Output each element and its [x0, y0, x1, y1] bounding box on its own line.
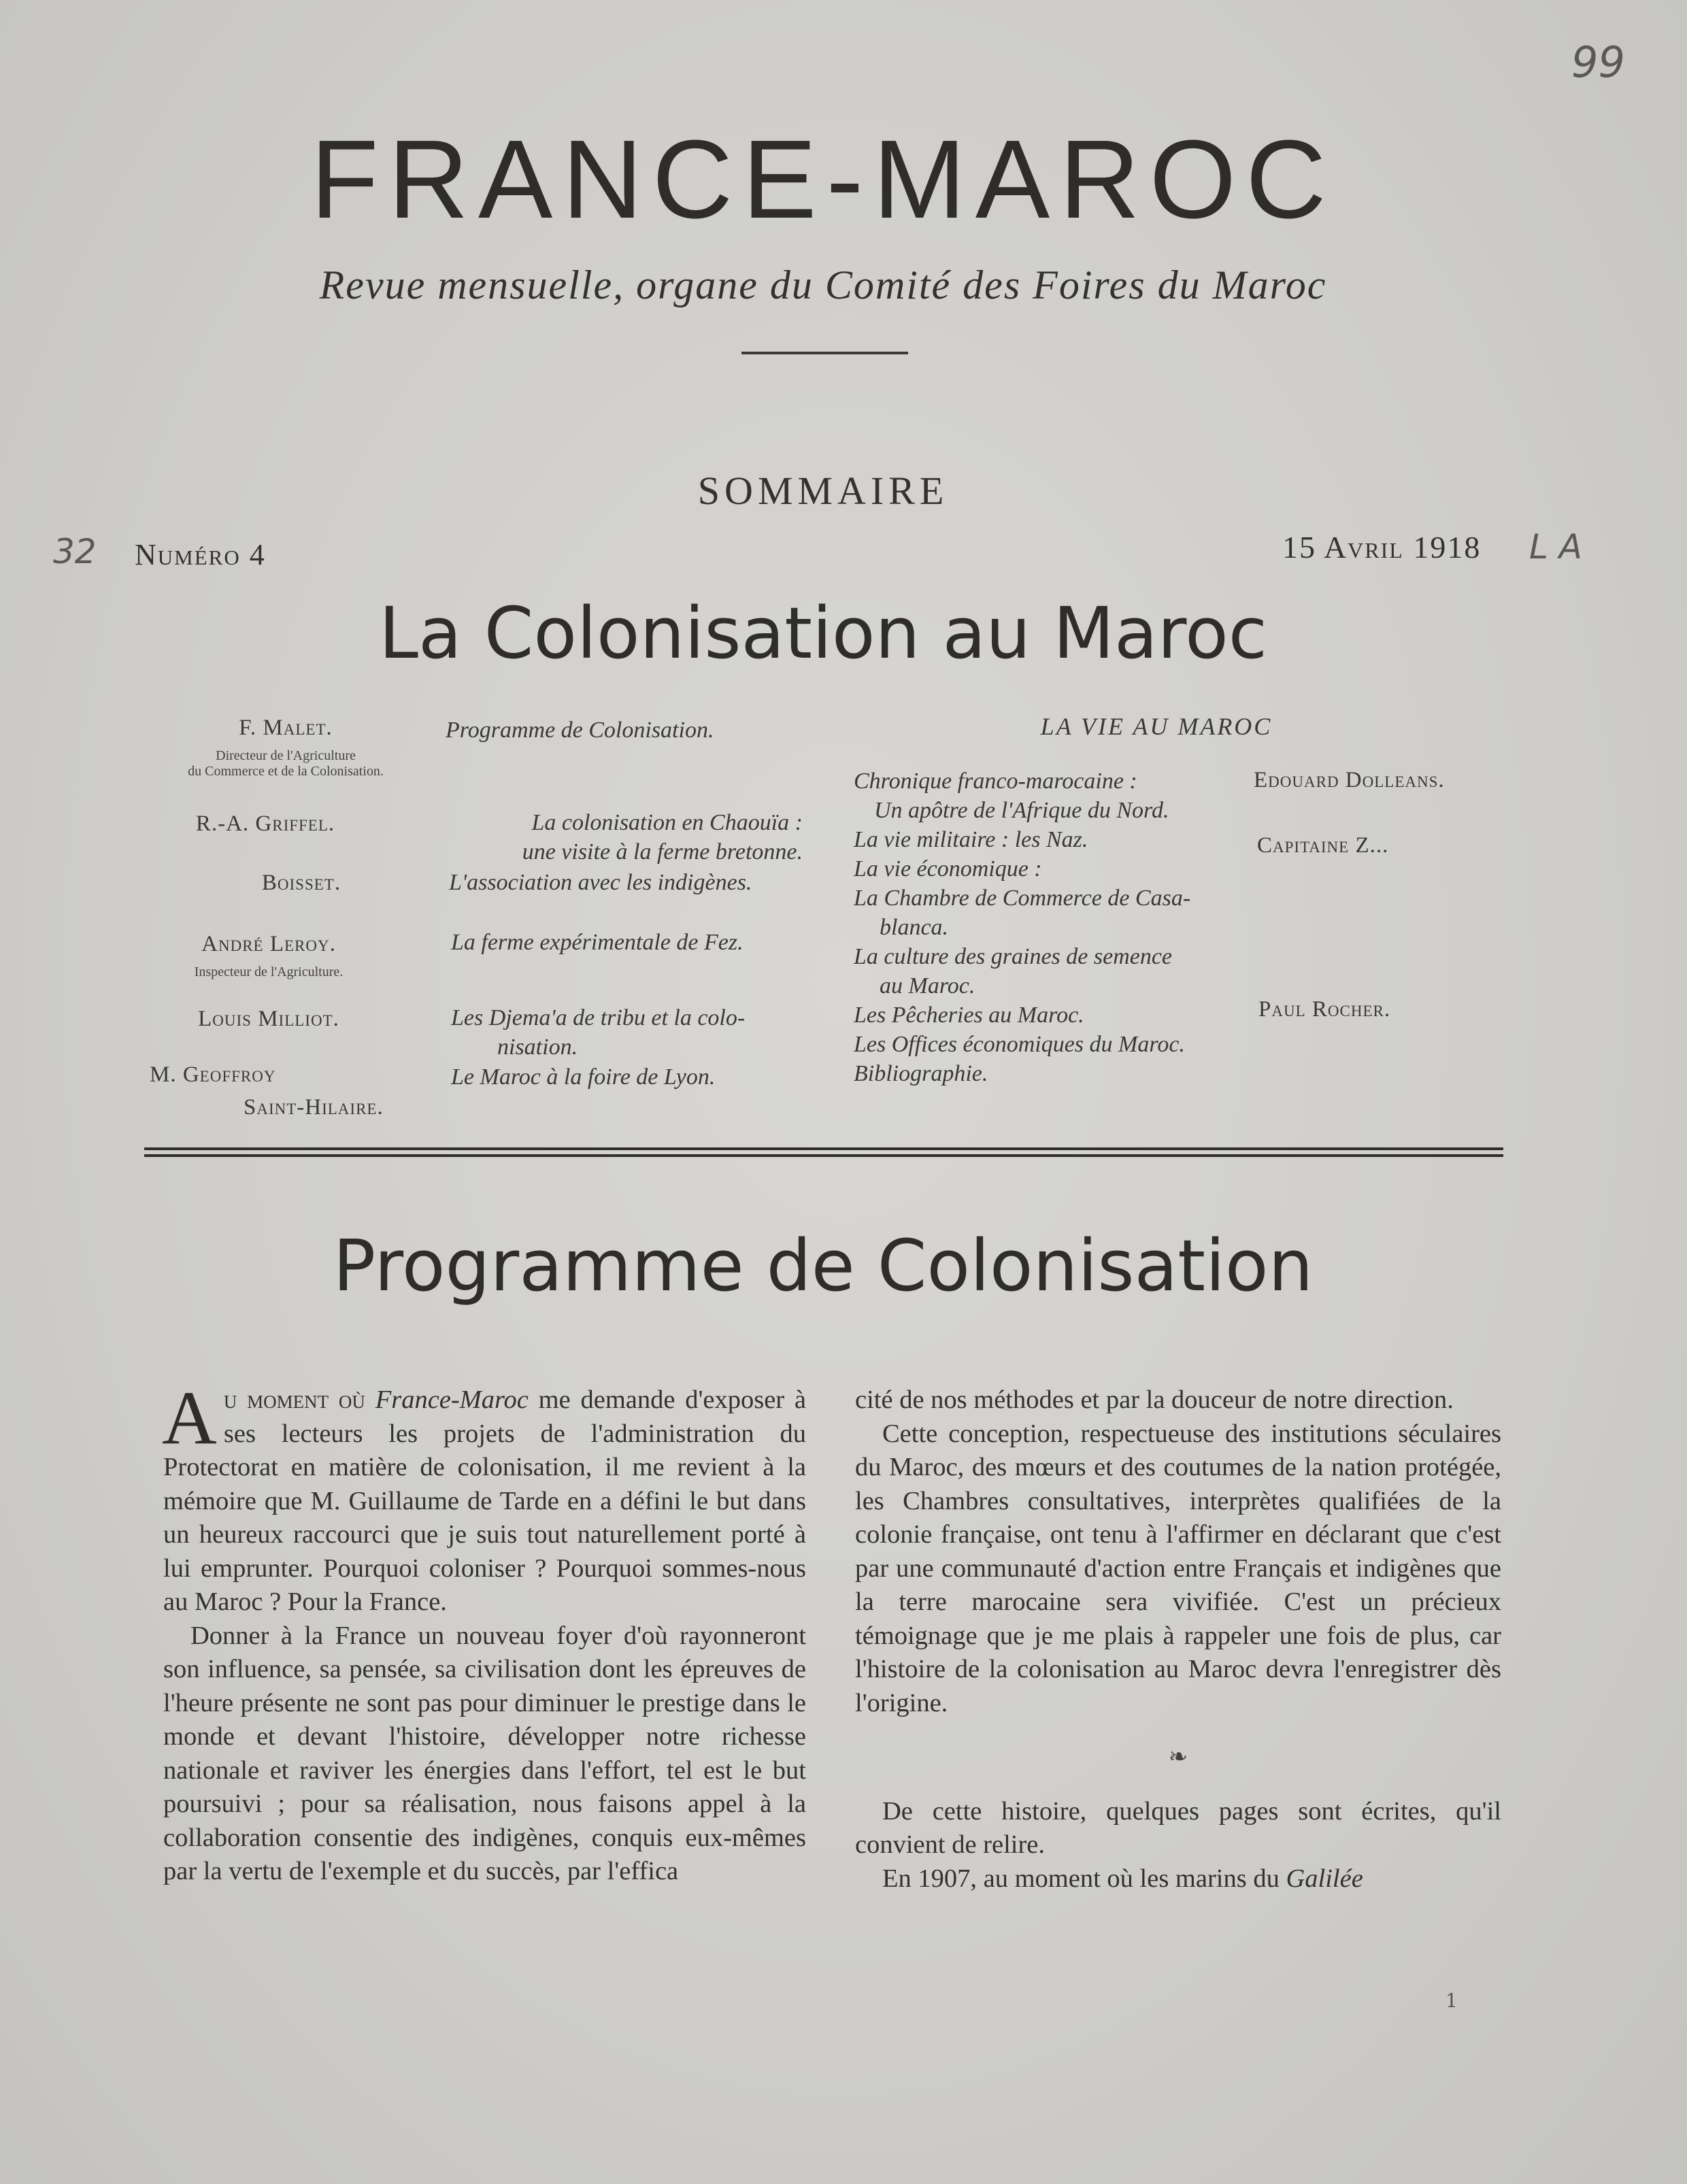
toc-author: R.-A. Griffel.	[195, 811, 335, 836]
toc-author: F. Malet.	[239, 716, 333, 740]
masthead-title: FRANCE-MAROC	[310, 117, 1336, 241]
article-title: Programme de Colonisation	[333, 1224, 1314, 1307]
toc-author: Boisset.	[261, 871, 341, 895]
article-paragraph: De cette histoire, quelques pages sont écrites, qu'il convient de relire.	[855, 1796, 1501, 1859]
sommaire-heading: SOMMAIRE	[697, 469, 949, 513]
article-paragraph: En 1907, au moment où les marins du Galilée	[882, 1864, 1363, 1893]
section-title: La Colonisation au Maroc	[379, 592, 1267, 675]
article-paragraph: Au moment où France-Maroc me demande d'exposer à ses lecteurs les projets de l'administration du Protectorat en matière de colonisation, il me revient à la mémoire que M. Guillaume de Tarde en a défini le but dans un heureux raccourci que je suis tout naturellement porté à lui emprunter. Pourquoi coloniser ? Pourquoi sommes-nous au Maroc ? Pour la France.	[162, 1376, 806, 1616]
pencil-right-mark: L A	[1529, 527, 1582, 567]
issue-number: Numéro 4	[135, 538, 266, 571]
article-paragraph: Donner à la France un nouveau foyer d'où rayonneront son influence, sa pensée, sa civilisation dont les épreuves de l'heure présente ne sont pas pour diminuer le prestige dans le monde et devant l'histoire, développer notre richesse nationale et raviver les énergies dans l'effort, tel est le but poursuivi ; pour sa réalisation, nous faisons appel à la collaboration consentie des indigènes, conquis eux-mêmes par la vertu de l'exemple et du succès, par l'effica	[163, 1621, 806, 1885]
toc-title: Programme de Colonisation.	[446, 718, 714, 743]
article-paragraph: cité de nos méthodes et par la douceur de notre direction.	[855, 1385, 1454, 1414]
toc-author: Louis Milliot.	[198, 1007, 339, 1031]
vie-au-maroc-heading: LA VIE AU MAROC	[1040, 713, 1273, 740]
section-divider	[144, 1147, 1503, 1157]
article-column-1	[162, 1376, 806, 1889]
issue-date: 15 Avril 1918	[1282, 530, 1482, 565]
toc-author: Capitaine Z...	[1257, 833, 1389, 858]
toc-title: Les Djema'a de tribu et la colo- nisation.	[451, 1005, 746, 1060]
toc-author-note: Directeur de l'Agriculture du Commerce et de la Colonisation.	[188, 748, 384, 779]
ornament-icon: ❧	[1168, 1745, 1188, 1770]
drop-cap: A	[162, 1376, 217, 1460]
article-column-2	[855, 1383, 1501, 1896]
toc-author: André Leroy.	[201, 932, 336, 956]
toc-title: La colonisation en Chaouïa : une visite à la ferme bretonne.	[522, 810, 803, 864]
toc-vie-list: Chronique franco-marocaine : Un apôtre de l'Afrique du Nord. La vie militaire : les Naz. La vie économique : La Chambre de Commerce de Casa- blanca. La culture des graines de semence au Maroc. Les Pêcheries au Maroc. Les Offices économiques du Maroc. Bibliographie.	[854, 769, 1191, 1086]
toc-title: Le Maroc à la foire de Lyon.	[451, 1064, 716, 1090]
toc-title: La ferme expérimentale de Fez.	[451, 930, 744, 955]
pencil-left-mark: 32	[53, 532, 97, 571]
masthead-rule	[741, 352, 908, 354]
toc-author: Saint-Hilaire.	[244, 1095, 384, 1120]
article-paragraph: Cette conception, respectueuse des institutions séculaires du Maroc, des mœurs et des coutumes de la nation protégée, les Chambres consultatives, interprètes qualifiées de la colonie française, ont tenu à l'affirmer en déclarant que c'est par une communauté d'action entre Français et indigènes que la terre marocaine sera vivifiée. C'est un précieux témoignage que je me plais à rappeler une fois de plus, car l'histoire de la colonisation au Maroc devra l'enregistrer dès l'origine.	[855, 1419, 1501, 1717]
toc-author: Edouard Dolleans.	[1254, 768, 1445, 792]
toc-author-note: Inspecteur de l'Agriculture.	[194, 964, 344, 979]
toc-title: L'association avec les indigènes.	[449, 870, 752, 895]
toc-author: Paul Rocher.	[1258, 997, 1391, 1022]
masthead-subtitle: Revue mensuelle, organe du Comité des Foires du Maroc	[319, 263, 1327, 307]
pencil-folio-mark: 99	[1571, 37, 1625, 87]
toc-author: M. Geoffroy	[150, 1062, 276, 1087]
page-folio: 1	[1446, 1989, 1458, 2012]
